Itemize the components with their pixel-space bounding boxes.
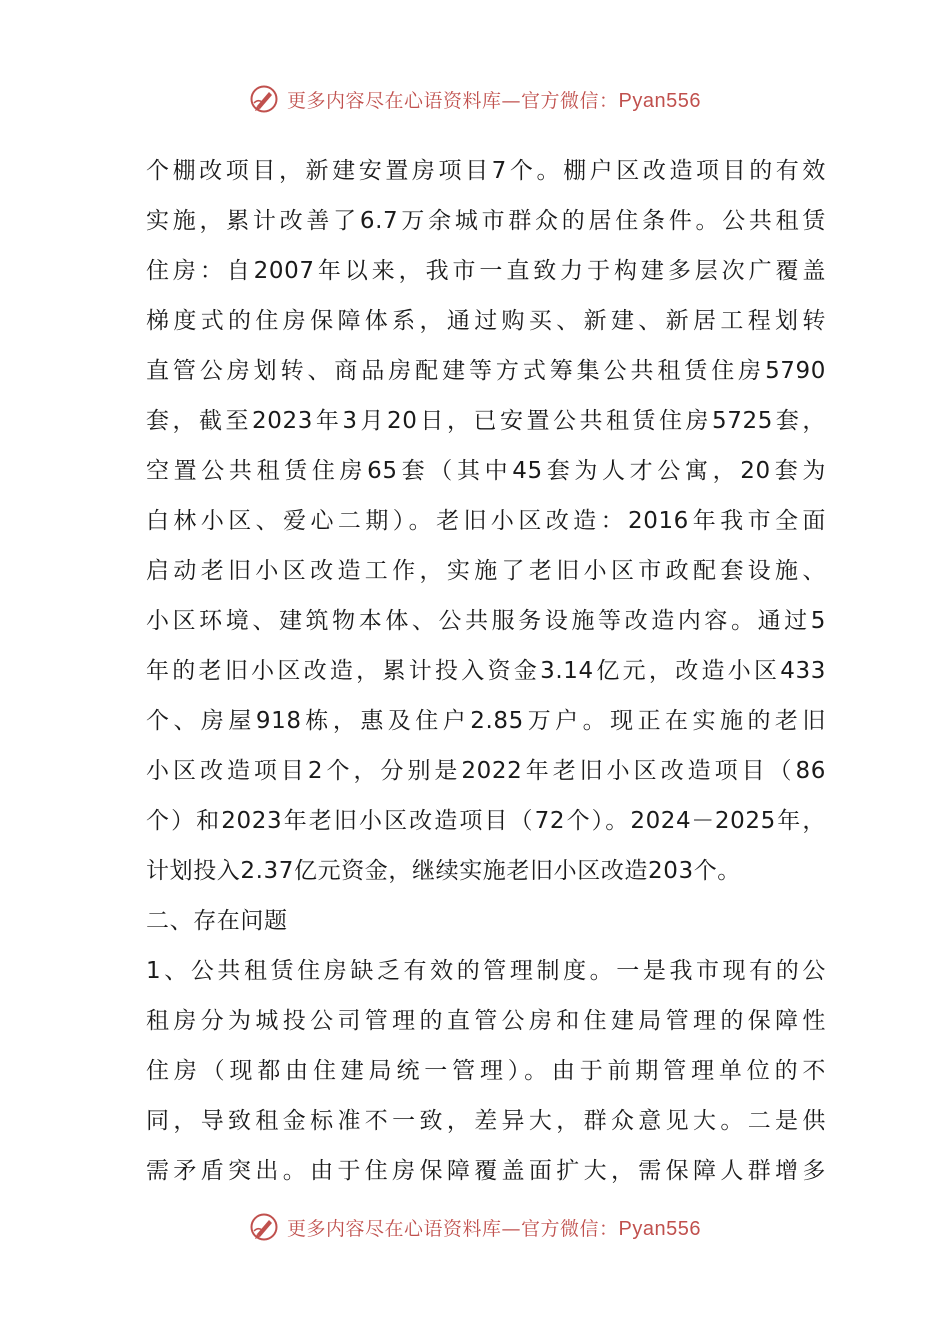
text-line: 住房：自2007年以来，我市一直致力于构建多层次广覆盖 bbox=[146, 258, 826, 284]
text-line: 1、公共租赁住房缺乏有效的管理制度。一是我市现有的公 bbox=[146, 958, 826, 984]
section-heading: 二、存在问题 bbox=[146, 908, 288, 934]
text-line: 个棚改项目，新建安置房项目7个。棚户区改造项目的有效 bbox=[146, 158, 826, 184]
text-line: 个、房屋918栋，惠及住户2.85万户。现正在实施的老旧 bbox=[146, 708, 826, 734]
text-line: 住房（现都由住建局统一管理）。由于前期管理单位的不 bbox=[146, 1058, 826, 1084]
watermark-brand: 更多内容尽在心语资料库 bbox=[287, 1217, 502, 1240]
document-body bbox=[146, 146, 826, 1196]
text-line: 计划投入2.37亿元资金，继续实施老旧小区改造203个。 bbox=[146, 858, 741, 884]
text-line: 年的老旧小区改造，累计投入资金3.14亿元，改造小区433 bbox=[146, 658, 826, 684]
text-line: 租房分为城投公司管理的直管公房和住建局管理的保障性 bbox=[146, 1008, 826, 1034]
text-line: 套，截至2023年3月20日，已安置公共租赁住房5725套， bbox=[146, 408, 826, 434]
watermark-text bbox=[287, 1214, 701, 1241]
text-line: 直管公房划转、商品房配建等方式筹集公共租赁住房5790 bbox=[146, 358, 826, 384]
text-line: 需矛盾突出。由于住房保障覆盖面扩大，需保障人群增多 bbox=[146, 1158, 826, 1184]
pen-logo-icon bbox=[249, 84, 279, 114]
watermark-label: 官方微信： bbox=[521, 1217, 619, 1240]
watermark-dash: — bbox=[501, 1217, 522, 1240]
watermark-text bbox=[287, 86, 701, 113]
text-line: 个）和2023年老旧小区改造项目（72个）。2024－2025年， bbox=[146, 808, 826, 834]
watermark-id: Pyan556 bbox=[618, 89, 701, 112]
text-line: 白林小区、爱心二期）。老旧小区改造：2016年我市全面 bbox=[146, 508, 826, 534]
header-watermark bbox=[0, 84, 950, 114]
text-line: 梯度式的住房保障体系，通过购买、新建、新居工程划转 bbox=[146, 308, 826, 334]
watermark-brand: 更多内容尽在心语资料库 bbox=[287, 89, 502, 112]
pen-logo-icon bbox=[249, 1212, 279, 1242]
text-line: 小区环境、建筑物本体、公共服务设施等改造内容。通过5 bbox=[146, 608, 826, 634]
watermark-dash: — bbox=[501, 89, 522, 112]
text-line: 空置公共租赁住房65套（其中45套为人才公寓，20套为 bbox=[146, 458, 826, 484]
text-line: 实施，累计改善了6.7万余城市群众的居住条件。公共租赁 bbox=[146, 208, 826, 234]
text-line: 启动老旧小区改造工作，实施了老旧小区市政配套设施、 bbox=[146, 558, 826, 584]
text-line: 小区改造项目2个，分别是2022年老旧小区改造项目（86 bbox=[146, 758, 826, 784]
text-line: 同，导致租金标准不一致，差异大，群众意见大。二是供 bbox=[146, 1108, 826, 1134]
footer-watermark bbox=[0, 1212, 950, 1242]
watermark-label: 官方微信： bbox=[521, 89, 619, 112]
watermark-id: Pyan556 bbox=[618, 1217, 701, 1240]
